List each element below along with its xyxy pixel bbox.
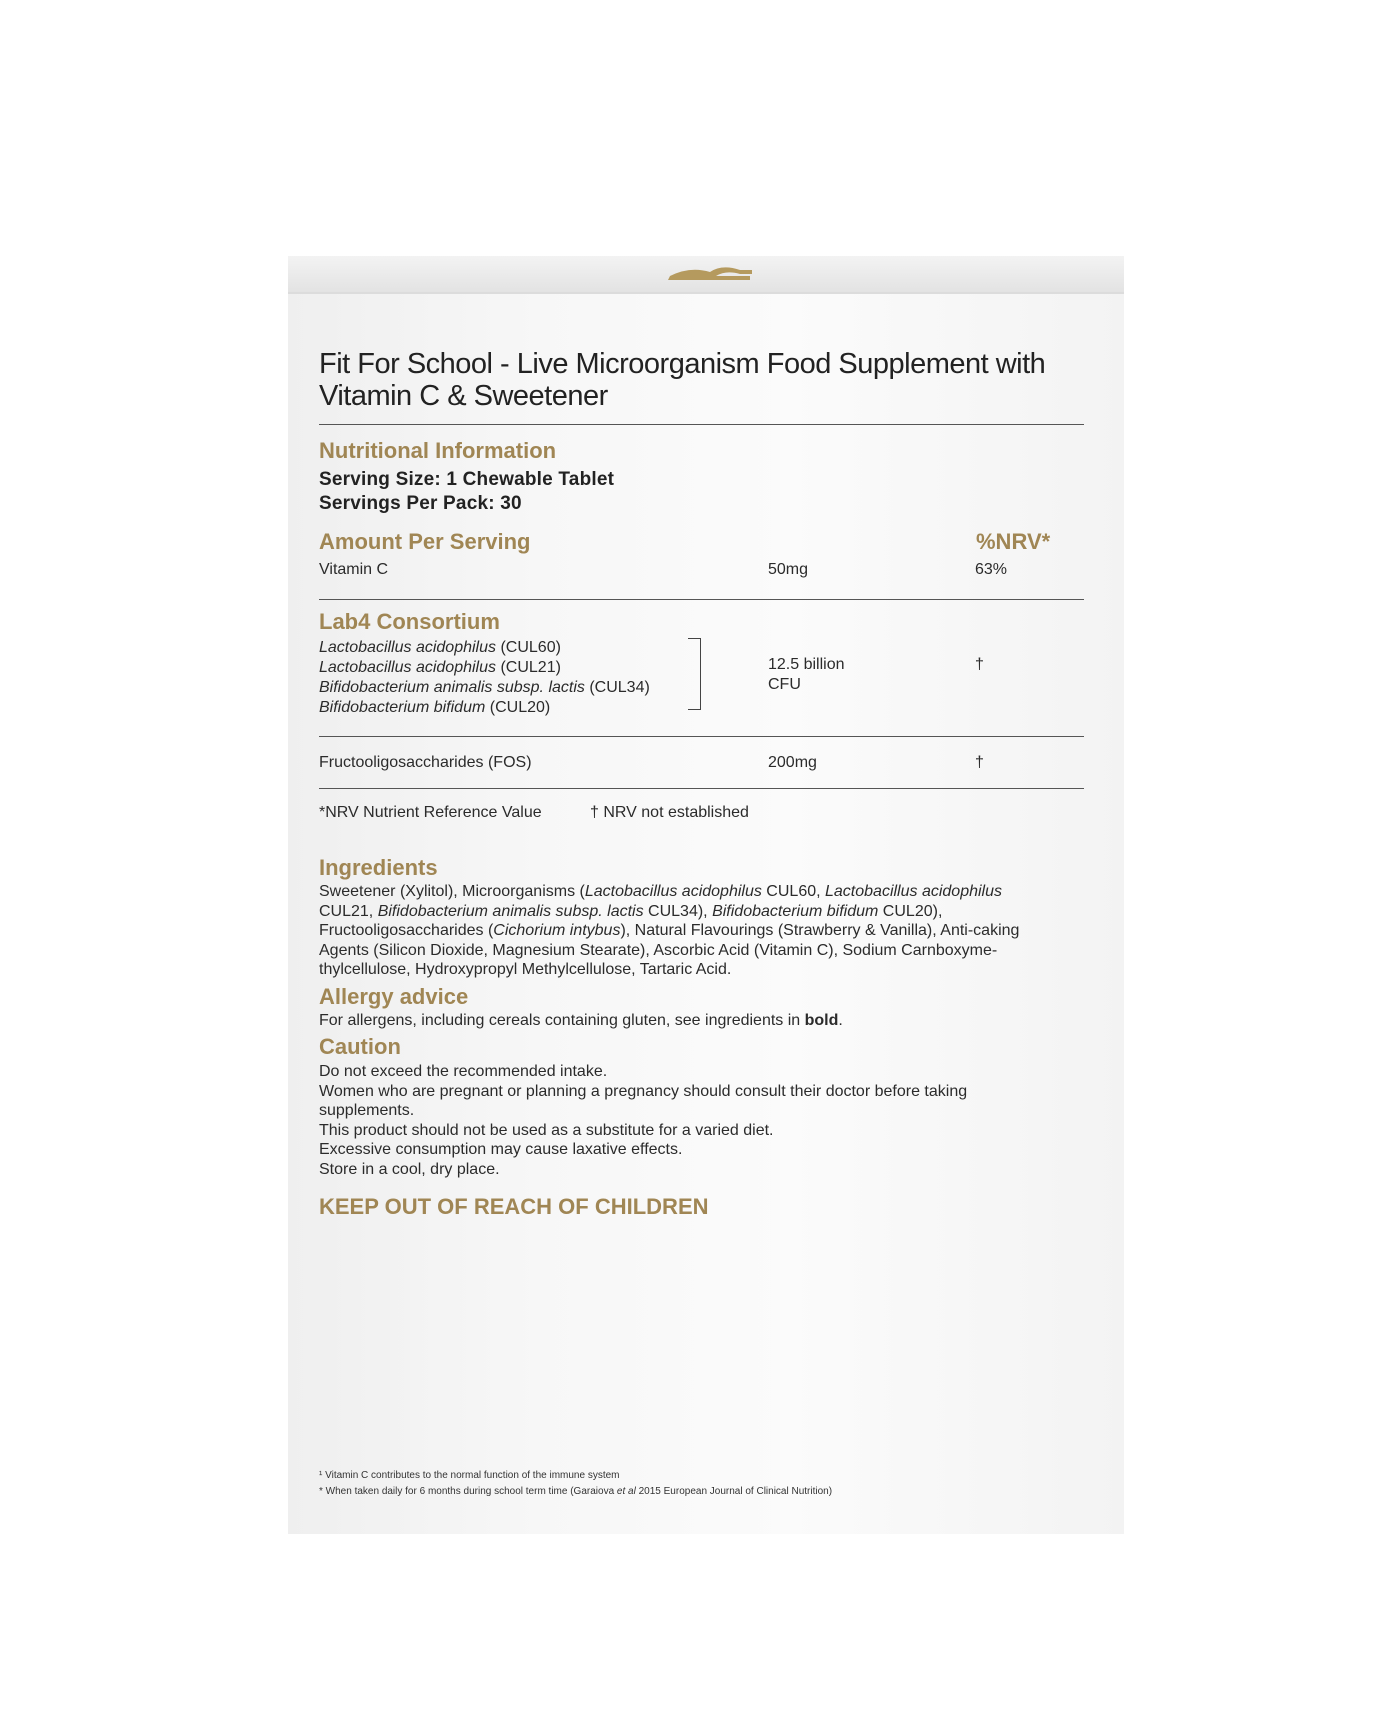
nrv-heading: %NRV* bbox=[976, 529, 1051, 554]
keep-out-of-reach-warning: KEEP OUT OF REACH OF CHILDREN bbox=[319, 1194, 709, 1219]
fos-nrv: † bbox=[975, 754, 984, 771]
amount-per-serving-heading: Amount Per Serving bbox=[319, 529, 531, 554]
brand-logo-icon bbox=[660, 262, 760, 284]
vitamin-c-name: Vitamin C bbox=[319, 561, 389, 578]
allergy-text: For allergens, including cereals containing gluten, see ingredients in bold. bbox=[319, 1012, 843, 1029]
fos-amount: 200mg bbox=[768, 754, 817, 771]
dagger-footnote: † NRV not established bbox=[590, 804, 749, 821]
divider bbox=[319, 424, 1084, 425]
lab4-consortium-heading: Lab4 Consortium bbox=[319, 609, 500, 634]
strain-item: Lactobacillus acidophilus (CUL60) bbox=[319, 639, 561, 656]
strain-item: Bifidobacterium animalis subsp. lactis (CUL34) bbox=[319, 679, 650, 696]
serving-size: Serving Size: 1 Chewable Tablet bbox=[319, 469, 615, 490]
ingredients-text: Sweetener (Xylitol), Microorganisms (Lactobacillus acidophilus CUL60, Lactobacillus acidophilus CUL21, Bifidobacterium animalis subsp. lactis CUL34), Bifidobacterium bifidum CUL20), Fructooligosaccharides (Cichorium intybus), Natural Flavourings (Strawberry & Vanilla), Anti-caking Agents (Silicon Dioxide, Magnesium Stearate), Ascorbic Acid (Vitamin C), Sodium Carnboxyme- thylcellulose, Hydroxypropyl Methylcellulose, Tartaric Acid. bbox=[319, 883, 1020, 979]
caution-text: Do not exceed the recommended intake. Women who are pregnant or planning a pregnancy should consult their doctor before taking supplements. This product should not be used as a substitute for a varied diet. Excessive consumption may cause laxative effects. Store in a cool, dry place. bbox=[319, 1063, 968, 1178]
vitamin-c-amount: 50mg bbox=[768, 561, 809, 578]
ingredients-heading: Ingredients bbox=[319, 855, 438, 880]
caution-heading: Caution bbox=[319, 1034, 401, 1059]
divider bbox=[319, 788, 1084, 789]
product-title: Fit For School - Live Microorganism Food Supplement with Vitamin C & Sweetener bbox=[319, 348, 1046, 412]
allergy-heading: Allergy advice bbox=[319, 984, 469, 1009]
servings-per-pack: Servings Per Pack: 30 bbox=[319, 493, 522, 514]
strain-item: Bifidobacterium bifidum (CUL20) bbox=[319, 699, 551, 716]
divider bbox=[319, 599, 1084, 600]
footnote-vitamin-c: ¹ Vitamin C contributes to the normal function of the immune system bbox=[319, 1470, 620, 1481]
footnote-study: * When taken daily for 6 months during school term time (Garaiova et al 2015 European Journal of Clinical Nutrition) bbox=[319, 1486, 833, 1497]
fos-name: Fructooligosaccharides (FOS) bbox=[319, 754, 532, 771]
divider bbox=[319, 736, 1084, 737]
vitamin-c-nrv: 63% bbox=[975, 561, 1008, 578]
nrv-footnote: *NRV Nutrient Reference Value bbox=[319, 804, 542, 821]
consortium-nrv: † bbox=[975, 656, 984, 673]
strain-item: Lactobacillus acidophilus (CUL21) bbox=[319, 659, 561, 676]
consortium-amount: 12.5 billion CFU bbox=[768, 656, 845, 693]
strain-list bbox=[319, 638, 650, 718]
nutritional-info-heading: Nutritional Information bbox=[319, 438, 557, 463]
bracket-icon bbox=[688, 638, 701, 710]
